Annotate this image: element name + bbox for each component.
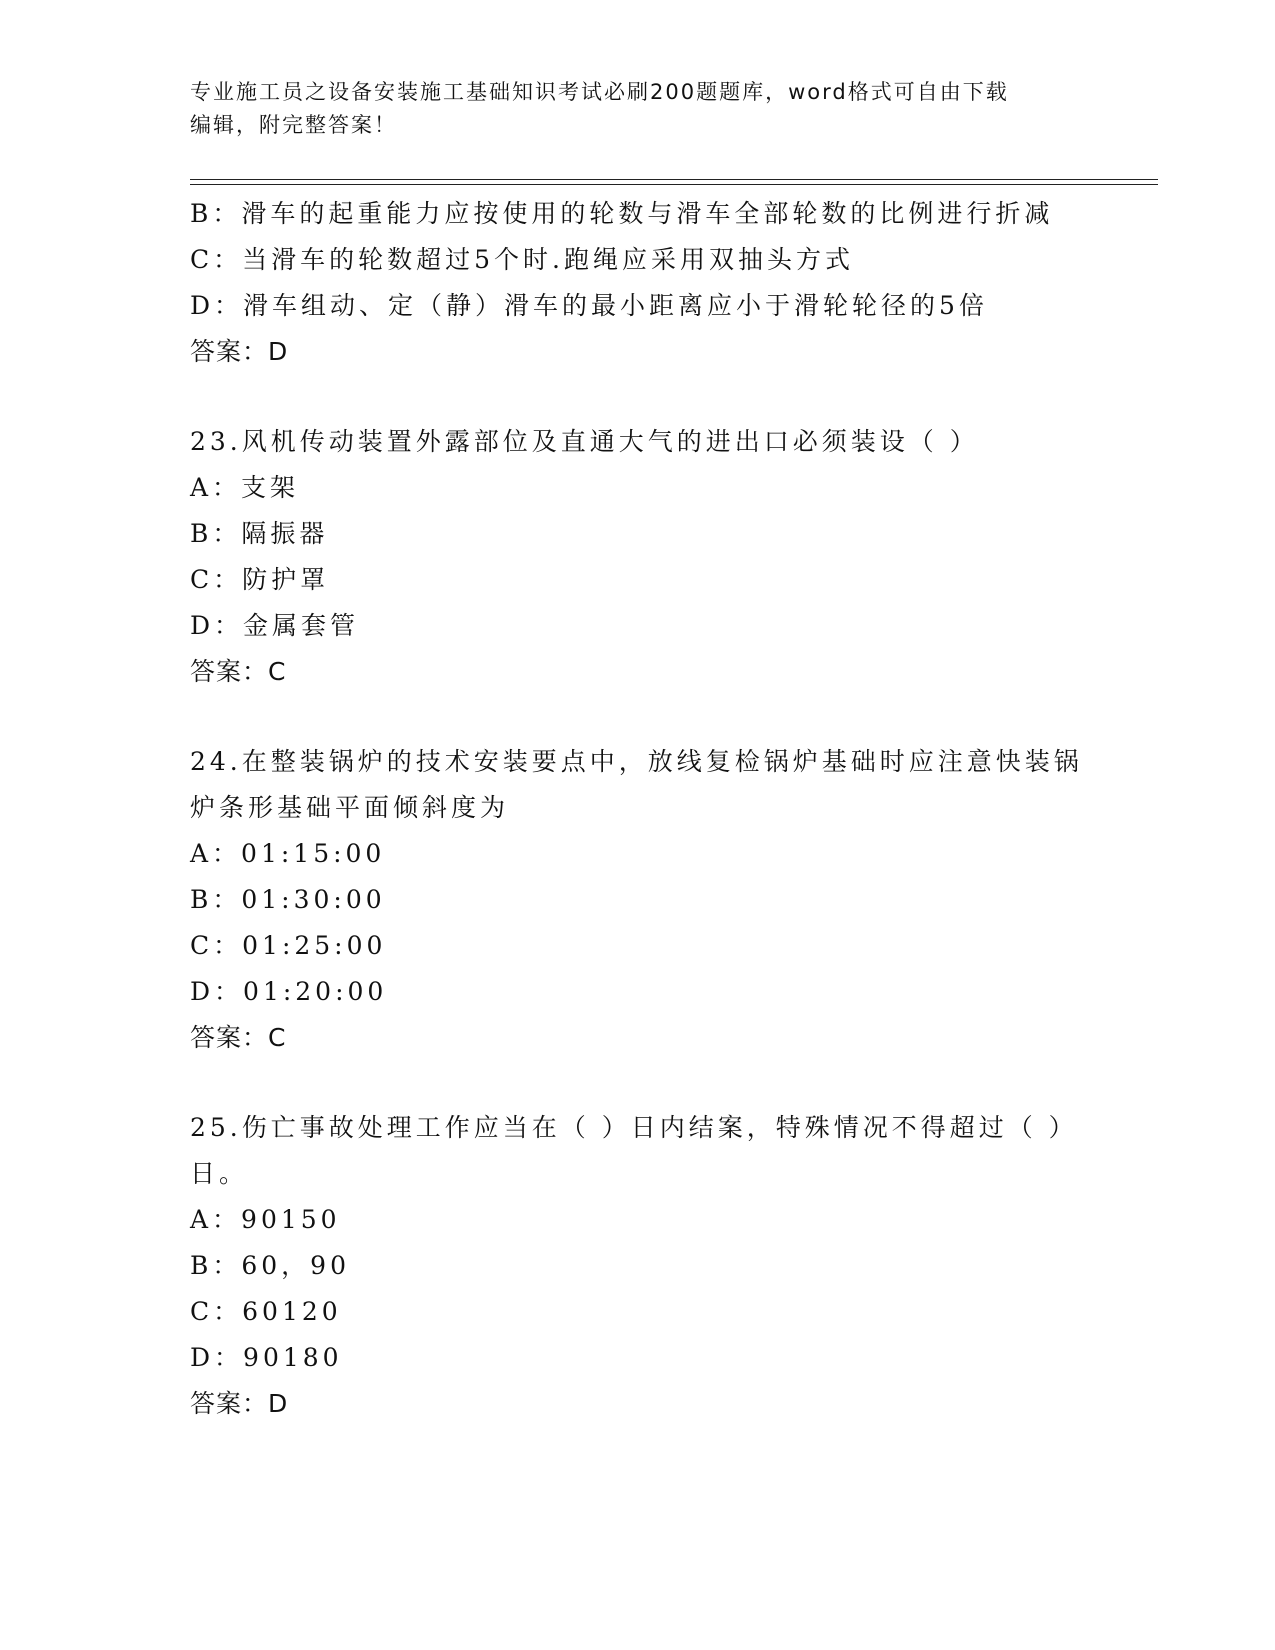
option-d: D：金属套管 [190, 611, 360, 640]
header-line-1: 专业施工员之设备安装施工基础知识考试必刷200题题库，word格式可自由下载 [190, 80, 1009, 104]
question-25 [190, 1105, 1090, 1427]
question-24 [190, 739, 1090, 1061]
question-stem-line-2: 日。 [190, 1159, 249, 1188]
answer: 答案：D [190, 1389, 289, 1418]
answer: 答案：C [190, 1023, 287, 1052]
option-c: C：防护罩 [190, 565, 330, 594]
option-d: D：01:20:00 [190, 977, 388, 1006]
question-stem: 23.风机传动装置外露部位及直通大气的进出口必须装设（ ） [190, 427, 979, 456]
question-stem-line-1: 24.在整装锅炉的技术安装要点中，放线复检锅炉基础时应注意快装锅 [190, 747, 1083, 776]
option-a: A：90150 [190, 1205, 341, 1234]
option-a: A：01:15:00 [190, 839, 386, 868]
answer: 答案：D [190, 337, 289, 366]
option-c: C：60120 [190, 1297, 342, 1326]
option-b: B：60，90 [190, 1251, 350, 1280]
option-d: D：滑车组动、定（静）滑车的最小距离应小于滑轮轮径的5倍 [190, 291, 988, 320]
question-stem-line-1: 25.伤亡事故处理工作应当在（ ）日内结案，特殊情况不得超过（ ） [190, 1113, 1078, 1142]
document-header [190, 76, 1090, 142]
question-22-tail [190, 191, 1090, 375]
option-b: B：隔振器 [190, 519, 329, 548]
option-b: B：01:30:00 [190, 885, 386, 914]
option-a: A：支架 [190, 473, 300, 502]
question-23 [190, 419, 1090, 695]
header-divider-top [190, 179, 1158, 180]
option-b: B：滑车的起重能力应按使用的轮数与滑车全部轮数的比例进行折减 [190, 199, 1054, 228]
document-body [190, 191, 1090, 1427]
option-d: D：90180 [190, 1343, 343, 1372]
header-line-2: 编辑，附完整答案！ [190, 113, 397, 137]
question-stem-line-2: 炉条形基础平面倾斜度为 [190, 793, 510, 822]
option-c: C：01:25:00 [190, 931, 387, 960]
answer: 答案：C [190, 657, 287, 686]
option-c: C：当滑车的轮数超过5个时.跑绳应采用双抽头方式 [190, 245, 854, 274]
header-divider-bottom [190, 184, 1158, 185]
